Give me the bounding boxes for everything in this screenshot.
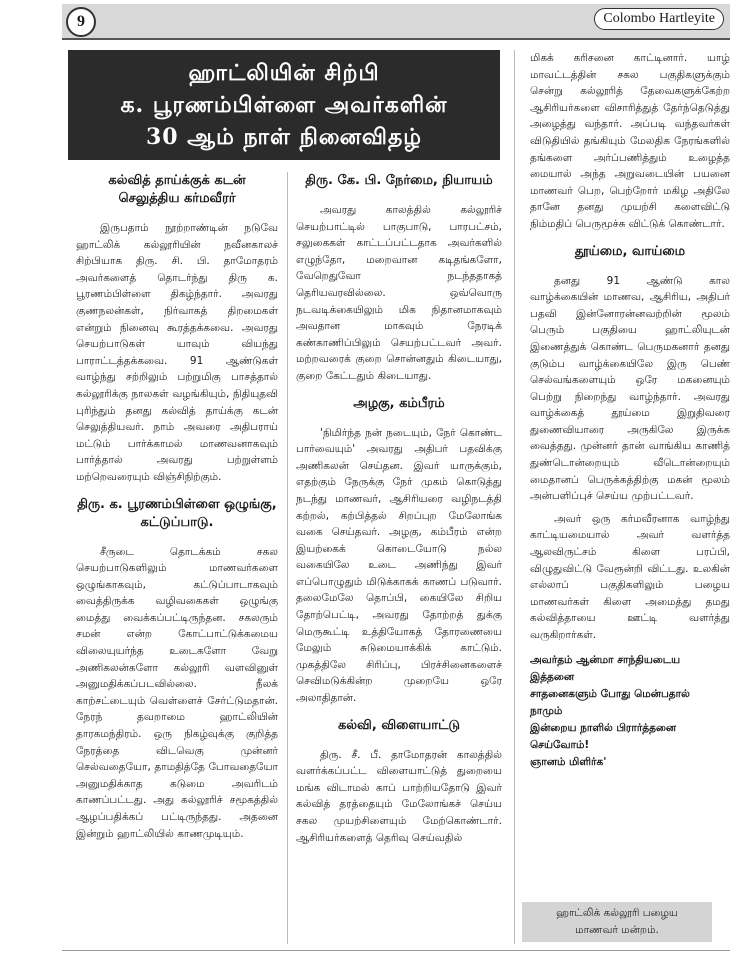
body-paragraph: சீருடை தொடக்கம் சகல செயற்பாடுகளிலும் மாணவர்களை ஒழுங்காகவும், கட்டுப்பாடாகவும் வைத்திருக்க வழிவகைகள் ஒழுங்கு மைத்து வைக்கப்பட்டிருந்தன. சகலரும் சமன் என்ற கோட்பாட்டுக்கமைய விலையுயர்ந்த உடைகளோ வேறு அணிகலன்களோ கல்லூரி வளவினுள் அனுமதிக்கப்படவில்லை. நீலக் காற்சட்டையும் வெள்ளைச் சேர்ட்டுமதான். நேரந் தவறாமை ஹாட்லியின் தாரகமந்திரம். ஒரு நிகழ்வுக்கு குறித்த நேரத்தை விடவெகு முன்னர் செல்வதையோ, தாமதித்தே போவதையோ அனுமதிக்காத கடுமை அவரிடம் காணப்பட்டது. அது கல்லூரிச் சமூகத்தில் ஆழப்பதிக்கப் பட்டிருந்தது. அதனை இன்றும் ஹாட்லியில் காணமுடியும். (76, 545, 278, 840)
association-line-1: ஹாட்லிக் கல்லூரி பழைய (556, 907, 678, 919)
title-line-2: க. பூரணம்பிள்ளை அவர்களின் (120, 92, 448, 118)
body-paragraph: மிகக் கரிசனை காட்டினார். யாழ் மாவட்டத்தின் சகல பகுதிகளுக்கும் சென்று கல்லூரித் தேவைகளுக்கேற்ற ஆசிரியர்களை விசாரித்துத் தேர்ந்தெடுத்து அழைத்து வந்தார். அப்படி வந்தவர்கள் விடுதியில் தங்கியும் மேலதிக நேரங்களில் தங்களை அர்ப்பணித்தும் உழைத்த மையால் அந்த அறுவடையின் பயனை மாணவர் பெற, பெற்றோர் மகிழ அதிலே தானே தனது முயற்சி களைவிட்டு நிம்மதிப் பெருமூச்சு விட்டுக் கொண்டார். (530, 52, 730, 230)
body-paragraph: தனது 91 ஆண்டு கால வாழ்க்கையின் மாணவ, ஆசிரிய, அதிபர் பதவி இன்னோரன்னவற்றின் மூலம் பெரும் பகுதியை ஹாட்லியுடன் இணைத்துக் கொண்ட பெருமகனார் தனது குடும்ப வாழ்க்கையிலே இரு பெண் செல்வங்களையும் ஒரே மகனையும் பெற்று நிறைந்து வாழ்ந்தார். அவரது வாழ்க்கைத் தூய்மை இறுதிவரை துணைவியாரை அருகிலே இருக்க வைத்தது. முன்னர் தான் வாங்கிய காணித் துண்டொன்றையும் வீடொன்றையும் மைதானப் பெருக்கத்திற்கு மகன் மூலம் அன்பளிப்புச் செய்ய முற்பட்டவர். (530, 274, 730, 503)
section-heading: கல்வித் தாய்க்குக் கடன் செலுத்திய கர்மவீரர் (108, 173, 246, 206)
body-paragraph: திரு. சீ. பீ. தாமோதரன் காலத்தில் வளர்க்கப்பட்ட விளையாட்டுத் துறையை மங்க விடாமல் காப் பாற்றியதோடு இவர் கல்வித் தரத்தையும் மேலோங்கச் செய்ய சகல முயற்சிளையும் மேற்கொண்டார். ஆசிரியர்களைத் தெரிவு செய்வதில் (296, 748, 502, 844)
body-paragraph: இருபதாம் நூற்றாண்டின் நடுவே ஹாட்லிக் கல்லூரியின் நவீனகாலச் சிற்பியாக திரு. சி. பி. தாமோதரம் அவர்களைத் தொடர்ந்து திரு க. பூரணம்பிள்ளை திகழ்ந்தார். அவரது குணநலன்கள், நிர்வாகத் திறமைகள் என்றும் நினைவு கூரத்தக்கவை. அவரது செயற்பாடுகள் யாவும் வியந்து பாராட்டத்தக்கவை. 91 ஆண்டுகள் வாழ்ந்து சற்றிலும் பற்றுமிகு பாசத்தால் கல்லூரிக்கு நாலகள் வழங்கியும், நிதியுதவி புரிந்தும் தனது கல்வித் தாய்க்கு கடன் செலுத்தியவர். நாம் அவரை அதிபராய் மட்டும் பார்க்காமல் மாணவனாகவும் பார்த்தால் அவரது பற்றுள்ளம் மற்றெவரையும் விஞ்சிநிற்கும். (76, 222, 278, 483)
association-line-2: மாணவர் மன்றம். (575, 924, 659, 936)
article-column-1 (76, 172, 278, 848)
section-heading: திரு. கே. பி. நேர்மை, நியாயம் (305, 173, 493, 188)
closing-line: நாமும் (530, 704, 563, 717)
closing-line: சாதனைகளும் போது மென்பதால் (530, 687, 690, 700)
bottom-rule (62, 950, 730, 951)
title-line-1: ஹாட்லியின் சிற்பி (188, 60, 380, 86)
title-line-3: 30 ஆம் நாள் நினைவிதழ் (145, 124, 422, 150)
closing-prayer (530, 652, 730, 771)
closing-line: இன்றைய நாளில் பிரார்த்தனை (530, 721, 677, 734)
body-paragraph: அவரது காலத்தில் கல்லூரிச் செயற்பாட்டில் பாகுபாடு, பாரபட்சம், சலுகைகள் காட்டப்பட்டதாக அவர்களில் எழுந்தோ, மறைவான கடிதங்களோ, வேறெதுவோ நடந்ததாகத் தெரியவரவில்லை. ஒவ்வொரு நடவடிக்கையிலும் மிக நிதானமாகவும் அவதான மாகவும் நேரடிக் கண்காணிப்பிலும் செயற்பட்டவர் அவர். மற்றவரைக் குறை சொன்னதும் கிடையாது, குறை கேட்டதும் கிடையாது. (296, 204, 502, 382)
column-divider (287, 172, 288, 944)
publication-name: Colombo Hartleyite (594, 8, 724, 30)
article-column-2 (296, 172, 502, 852)
section-heading: கல்வி, விளையாட்டு (337, 717, 461, 733)
body-paragraph: அவர் ஒரு கர்மவீரனாக வாழ்ந்து காட்டியமையால் அவர் வளர்த்த ஆலவிருட்சம் கிளை பரப்பி, விழுதுவிட்டு வேரூன்றி விட்டது. உலகின் எல்லாப் பகுதிகளிலும் பழைய மாணவர்கள் கிளை அமைத்து தமது கல்வித்தாயை ஊட்டி வளர்த்து வருகிறார்கள். (530, 512, 730, 641)
closing-line: இத்தனை (530, 670, 575, 683)
closing-line: செய்வோம்! (530, 738, 590, 751)
section-heading: அழகு, கம்பீரம் (353, 395, 445, 411)
closing-line: ஞானம் மிளிர்க' (530, 755, 607, 768)
body-paragraph: 'நிமிர்ந்த நன் நடையும், நேர் கொண்ட பார்வையும்' அவரது அதிபர் பதவிக்கு அணிகலன் செய்தன. இவர் யாருக்கும், எதற்கும் நேருக்கு நேர் முகம் கொடுத்து நடந்து மாணவர், ஆசிரியரை வழிநடத்தி கற்றல், கற்பித்தல் சிறப்புற மேலோங்க வகை செய்தவர். அழகு, கம்பீரம் என்ற இயற்கைக் கொடையோடு நல்ல வகையிலே உடை அணிந்து இவர் எப்பொழுதும் மிடுக்காகக் காணப் படுவார். தலைமேலே தொப்பி, கையிலே சிறிய தோற்பெட்டி, அவரது தோற்றத் துக்கு மெருகூட்டி உத்தியோகத் தோரணையை மேலும் சுடுமையாக்கிக் காட்டும். முகத்திலே சிரிப்பு, பிரச்சினைகளைச் செவிமடுக்கின்ற முறையே ஒரே அலாதிதான். (296, 426, 502, 705)
author-association-box (522, 902, 712, 942)
article-title-banner (68, 50, 500, 160)
article-column-3 (530, 50, 730, 771)
page-number: 9 (66, 7, 96, 37)
page-header (62, 4, 730, 40)
section-heading: திரு. க. பூரணம்பிள்ளை ஒழுங்கு, கட்டுப்பாடு. (77, 496, 277, 530)
section-heading: தூய்மை, வாய்மை (574, 243, 686, 259)
column-divider (514, 50, 515, 944)
closing-line: அவர்தம் ஆன்மா சாந்தியடைய (530, 653, 681, 666)
